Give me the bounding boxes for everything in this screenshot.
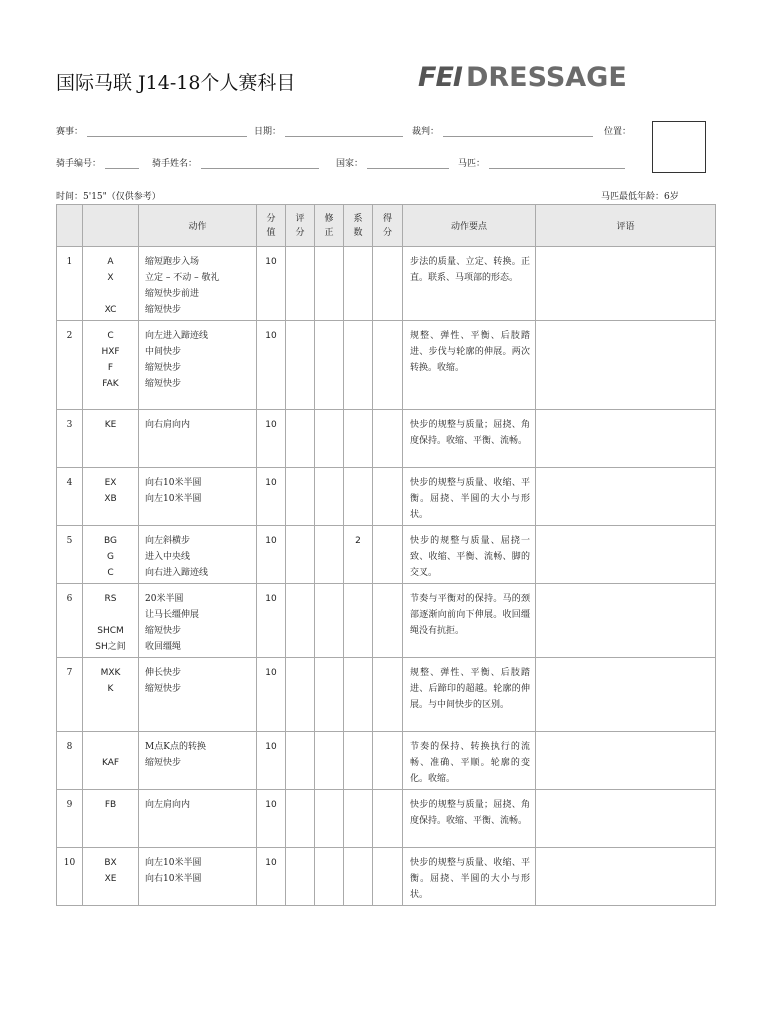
row-coefficient	[344, 848, 373, 906]
row-number: 3	[57, 410, 83, 468]
row-movement	[139, 321, 257, 410]
judge-label: 裁判：	[412, 127, 440, 137]
row-mark-cell[interactable]	[286, 468, 315, 526]
row-coefficient	[344, 247, 373, 321]
row-remarks-cell[interactable]	[536, 526, 716, 584]
row-max-points: 10	[257, 790, 286, 848]
row-coefficient	[344, 658, 373, 732]
row-coefficient	[344, 584, 373, 658]
letter-line: BX	[104, 858, 117, 868]
nation-field[interactable]	[336, 156, 449, 169]
date-field[interactable]	[254, 124, 403, 137]
row-movement	[139, 658, 257, 732]
row-remarks-cell[interactable]	[536, 468, 716, 526]
letter-line: XB	[104, 494, 117, 504]
row-directive: 快步的规整与质量；屈挠、角度保持。收缩、平衡、流畅。	[403, 410, 536, 468]
row-mark-cell[interactable]	[286, 321, 315, 410]
movement-line: 缩短快步	[145, 363, 182, 373]
row-correction-cell[interactable]	[315, 732, 344, 790]
movement-line: 向右10米半圆	[145, 874, 202, 884]
row-mark-cell[interactable]	[286, 410, 315, 468]
movement-line: 缩短快步	[145, 758, 182, 768]
row-letters	[83, 848, 139, 906]
row-remarks-cell[interactable]	[536, 410, 716, 468]
letter-line: XC	[104, 305, 117, 315]
header-letters	[83, 205, 139, 247]
row-movement	[139, 410, 257, 468]
row-movement	[139, 584, 257, 658]
movement-line: 向左肩向内	[145, 800, 191, 810]
movement-line: 收回缰绳	[145, 642, 182, 652]
table-row	[57, 526, 716, 584]
header-movement: 动作	[139, 205, 257, 247]
time-note: 时间：5'15"（仅供参考）	[56, 192, 161, 202]
row-number: 10	[57, 848, 83, 906]
row-directive: 规整、弹性、平衡、后肢踏进、后蹄印的超越。轮廓的伸展。与中间快步的区别。	[403, 658, 536, 732]
letter-line: SH之间	[95, 642, 126, 652]
position-field	[604, 124, 631, 137]
row-remarks-cell[interactable]	[536, 658, 716, 732]
table-row	[57, 468, 716, 526]
row-letters	[83, 247, 139, 321]
row-coefficient: 2	[344, 526, 373, 584]
movement-line: M点K点的转换	[145, 742, 206, 752]
movement-line: 伸长快步	[145, 668, 182, 678]
row-directive: 节奏与平衡对的保持。马的颈部逐渐向前向下伸展。收回缰绳没有抗拒。	[403, 584, 536, 658]
row-score-cell[interactable]	[373, 584, 403, 658]
letter-line	[83, 286, 138, 302]
letter-line: A	[107, 257, 114, 267]
header-correction: 修正	[315, 205, 344, 247]
movement-line: 向左进入蹄迹线	[145, 331, 209, 341]
row-max-points: 10	[257, 848, 286, 906]
movement-line: 向左斜横步	[145, 536, 191, 546]
letter-line: XE	[104, 874, 117, 884]
row-directive: 规整、弹性、平衡、后肢踏进、步伐与轮廓的伸展。两次转换。收缩。	[403, 321, 536, 410]
judge-field[interactable]	[412, 124, 593, 137]
letter-line	[83, 607, 138, 623]
letter-line	[83, 739, 138, 755]
score-table	[56, 204, 716, 906]
row-remarks-cell[interactable]	[536, 848, 716, 906]
letter-line: C	[107, 331, 114, 341]
movement-line: 缩短快步	[145, 379, 182, 389]
row-score-cell[interactable]	[373, 526, 403, 584]
letter-line: KE	[104, 420, 117, 430]
row-directive: 快步的规整与质量；屈挠、角度保持。收缩、平衡、流畅。	[403, 790, 536, 848]
rider-number-label: 骑手编号：	[56, 159, 102, 169]
row-letters	[83, 526, 139, 584]
letter-line: HXF	[101, 347, 120, 357]
row-letters	[83, 410, 139, 468]
row-correction-cell[interactable]	[315, 658, 344, 732]
row-movement	[139, 247, 257, 321]
row-mark-cell[interactable]	[286, 732, 315, 790]
date-label: 日期：	[254, 127, 282, 137]
letter-line: FB	[104, 800, 117, 810]
row-number: 1	[57, 247, 83, 321]
row-score-cell[interactable]	[373, 790, 403, 848]
rider-name-label: 骑手姓名：	[152, 159, 198, 169]
row-max-points: 10	[257, 468, 286, 526]
table-header-row	[57, 205, 716, 247]
movement-line: 进入中央线	[145, 552, 191, 562]
position-box[interactable]	[652, 121, 706, 173]
header-score: 得分	[373, 205, 403, 247]
fei-dressage-logo	[418, 62, 627, 93]
row-number: 4	[57, 468, 83, 526]
movement-line: 向左10米半圆	[145, 858, 202, 868]
movement-line: 向右进入蹄迹线	[145, 568, 209, 578]
movement-line: 缩短跑步入场	[145, 257, 200, 267]
page-title: 国际马联 J14-18个人赛科目	[56, 72, 296, 94]
movement-line: 缩短快步	[145, 684, 182, 694]
letter-line: X	[107, 273, 114, 283]
row-correction-cell[interactable]	[315, 790, 344, 848]
row-max-points: 10	[257, 584, 286, 658]
header-directive: 动作要点	[403, 205, 536, 247]
letter-line: SHCM	[97, 626, 124, 636]
row-letters	[83, 468, 139, 526]
letter-line: MXK	[100, 668, 121, 678]
row-score-cell[interactable]	[373, 848, 403, 906]
row-correction-cell[interactable]	[315, 410, 344, 468]
row-letters	[83, 584, 139, 658]
letter-line: G	[107, 552, 114, 562]
letter-line: C	[107, 568, 114, 578]
row-correction-cell[interactable]	[315, 848, 344, 906]
row-movement	[139, 526, 257, 584]
table-row	[57, 321, 716, 410]
letter-line: K	[107, 684, 114, 694]
row-correction-cell[interactable]	[315, 584, 344, 658]
row-mark-cell[interactable]	[286, 658, 315, 732]
row-number: 6	[57, 584, 83, 658]
row-score-cell[interactable]	[373, 468, 403, 526]
header-coefficient: 系数	[344, 205, 373, 247]
row-remarks-cell[interactable]	[536, 790, 716, 848]
row-number: 7	[57, 658, 83, 732]
row-mark-cell[interactable]	[286, 848, 315, 906]
header-max: 分值	[257, 205, 286, 247]
table-row	[57, 658, 716, 732]
letter-line: BG	[104, 536, 117, 546]
row-coefficient	[344, 410, 373, 468]
row-movement	[139, 790, 257, 848]
letter-line: FAK	[102, 379, 119, 389]
row-movement	[139, 848, 257, 906]
rider-name-field[interactable]	[152, 156, 319, 169]
row-max-points: 10	[257, 732, 286, 790]
table-row	[57, 848, 716, 906]
row-letters	[83, 790, 139, 848]
movement-line: 缩短快步前进	[145, 289, 200, 299]
movement-line: 向右肩向内	[145, 420, 191, 430]
row-coefficient	[344, 732, 373, 790]
horse-label: 马匹：	[458, 159, 486, 169]
letter-line: EX	[104, 478, 117, 488]
row-remarks-cell[interactable]	[536, 247, 716, 321]
row-max-points: 10	[257, 526, 286, 584]
row-directive: 节奏的保持、转换执行的流畅、准确、平顺。轮廓的变化。收缩。	[403, 732, 536, 790]
row-number: 5	[57, 526, 83, 584]
letter-line: RS	[104, 594, 117, 604]
row-mark-cell[interactable]	[286, 526, 315, 584]
row-coefficient	[344, 790, 373, 848]
event-label: 赛事：	[56, 127, 84, 137]
row-correction-cell[interactable]	[315, 468, 344, 526]
row-directive: 步法的质量、立定、转换。正直。联系、马项部的形态。	[403, 247, 536, 321]
movement-line: 向右10米半圆	[145, 478, 202, 488]
row-correction-cell[interactable]	[315, 247, 344, 321]
table-row	[57, 584, 716, 658]
position-label: 位置：	[604, 127, 632, 137]
fei-logo-mark: FEI	[418, 62, 462, 93]
letter-line: F	[107, 363, 114, 373]
row-max-points: 10	[257, 321, 286, 410]
row-directive: 快步的规整与质量、收缩、平衡。屈挠、半圆的大小与形状。	[403, 848, 536, 906]
row-directive: 快步的规整与质量、屈挠一致、收缩、平衡、流畅、脚的交叉。	[403, 526, 536, 584]
header-mark: 评分	[286, 205, 315, 247]
row-coefficient	[344, 321, 373, 410]
min-horse-age: 马匹最低年龄：6岁	[601, 192, 679, 202]
row-score-cell[interactable]	[373, 658, 403, 732]
table-row	[57, 732, 716, 790]
header-no	[57, 205, 83, 247]
row-letters	[83, 321, 139, 410]
row-mark-cell[interactable]	[286, 247, 315, 321]
header-remarks: 评语	[536, 205, 716, 247]
table-row	[57, 410, 716, 468]
row-coefficient	[344, 468, 373, 526]
row-movement	[139, 732, 257, 790]
row-max-points: 10	[257, 247, 286, 321]
table-row	[57, 247, 716, 321]
row-remarks-cell[interactable]	[536, 584, 716, 658]
movement-line: 立定 – 不动 – 敬礼	[145, 273, 220, 283]
movement-line: 缩短快步	[145, 305, 182, 315]
row-remarks-cell[interactable]	[536, 732, 716, 790]
row-number: 2	[57, 321, 83, 410]
row-score-cell[interactable]	[373, 321, 403, 410]
row-score-cell[interactable]	[373, 247, 403, 321]
row-correction-cell[interactable]	[315, 526, 344, 584]
row-letters	[83, 658, 139, 732]
nation-label: 国家：	[336, 159, 364, 169]
table-row	[57, 790, 716, 848]
row-remarks-cell[interactable]	[536, 321, 716, 410]
rider-number-field[interactable]	[56, 156, 139, 169]
row-movement	[139, 468, 257, 526]
row-mark-cell[interactable]	[286, 790, 315, 848]
movement-line: 向左10米半圆	[145, 494, 202, 504]
movement-line: 20米半圆	[145, 594, 184, 604]
row-score-cell[interactable]	[373, 732, 403, 790]
row-correction-cell[interactable]	[315, 321, 344, 410]
event-field[interactable]	[56, 124, 247, 137]
movement-line: 让马长缰伸展	[145, 610, 200, 620]
horse-field[interactable]	[458, 156, 625, 169]
movement-line: 缩短快步	[145, 626, 182, 636]
row-mark-cell[interactable]	[286, 584, 315, 658]
row-max-points: 10	[257, 410, 286, 468]
row-score-cell[interactable]	[373, 410, 403, 468]
row-number: 9	[57, 790, 83, 848]
row-directive: 快步的规整与质量、收缩、平衡。屈挠、半圆的大小与形状。	[403, 468, 536, 526]
movement-line: 中间快步	[145, 347, 182, 357]
logo-text: DRESSAGE	[465, 62, 627, 93]
row-letters	[83, 732, 139, 790]
row-number: 8	[57, 732, 83, 790]
row-max-points: 10	[257, 658, 286, 732]
letter-line: KAF	[101, 758, 120, 768]
